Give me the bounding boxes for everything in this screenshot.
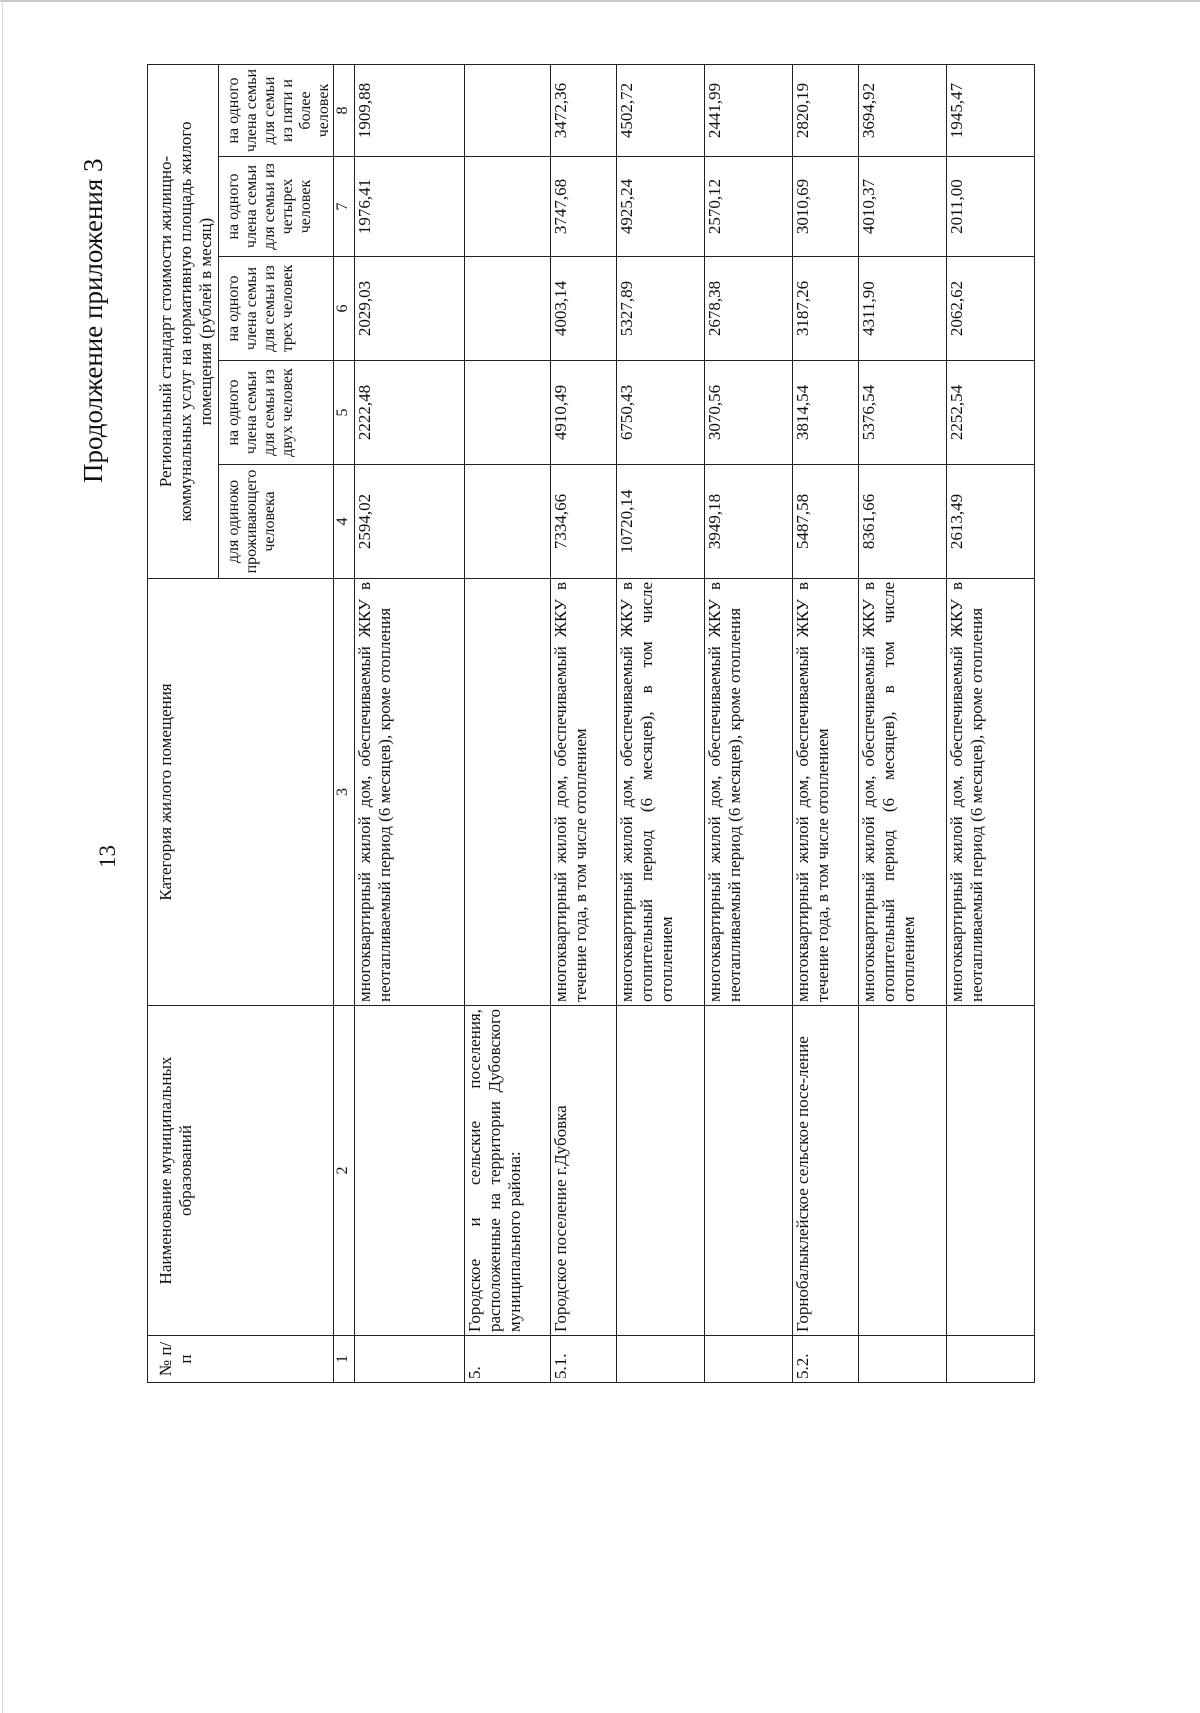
value-four: 1976,41	[355, 157, 465, 257]
value-single: 2613,49	[947, 465, 1035, 579]
row-num	[859, 1336, 947, 1383]
value-three: 3187,26	[793, 257, 859, 361]
value-four: 2011,00	[947, 157, 1035, 257]
annex-title: Продолжение приложения 3	[78, 158, 108, 483]
value-single: 2594,02	[355, 465, 465, 579]
value-two: 2252,54	[947, 361, 1035, 465]
header-col-5: на одного члена семьи для семьи из двух человек	[219, 361, 334, 465]
value-two: 6750,43	[617, 361, 705, 465]
value-three: 5327,89	[617, 257, 705, 361]
row-num	[355, 1336, 465, 1383]
value-five-plus: 2820,19	[793, 65, 859, 157]
col-number: 6	[334, 257, 355, 361]
row-num	[617, 1336, 705, 1383]
row-municipality	[859, 1006, 947, 1336]
col-number: 3	[334, 579, 355, 1006]
row-category: многоквартирный жилой дом, обеспечиваемый ЖКУ в отопительный период (6 месяцев), в том числе отоплением	[859, 579, 947, 1006]
row-municipality	[705, 1006, 793, 1336]
column-number-row	[334, 65, 355, 1383]
row-category	[465, 579, 551, 1006]
value-two	[465, 361, 551, 465]
table-row	[465, 65, 551, 1383]
value-five-plus	[465, 65, 551, 157]
row-municipality: Горнобалыклейское сельское посе-ление	[793, 1006, 859, 1336]
row-num: 5.2.	[793, 1336, 859, 1383]
row-municipality	[355, 1006, 465, 1336]
value-single	[465, 465, 551, 579]
table-row	[617, 65, 705, 1383]
page-number: 13	[95, 845, 120, 868]
value-three: 4311,90	[859, 257, 947, 361]
value-three: 4003,14	[551, 257, 617, 361]
row-category: многоквартирный жилой дом, обеспечиваемый ЖКУ в отопительный период (6 месяцев), в том числе отоплением	[617, 579, 705, 1006]
value-two: 5376,54	[859, 361, 947, 465]
header-num: № п/п	[148, 1336, 334, 1383]
value-five-plus: 3694,92	[859, 65, 947, 157]
row-municipality: Городское поселение г.Дубовка	[551, 1006, 617, 1336]
value-five-plus: 4502,72	[617, 65, 705, 157]
value-three: 2678,38	[705, 257, 793, 361]
col-number: 5	[334, 361, 355, 465]
header-category: Категория жилого помещения	[148, 579, 334, 1006]
header-col-4: для одиноко проживающего человека	[219, 465, 334, 579]
value-four: 4010,37	[859, 157, 947, 257]
row-category: многоквартирный жилой дом, обеспечиваемый ЖКУ в неотапливаемый период (6 месяцев), кроме отопления	[355, 579, 465, 1006]
header-col-6: на одного члена семьи для семьи из трех человек	[219, 257, 334, 361]
header-col-8: на одного члена семьи для семьи из пяти и более человек	[219, 65, 334, 157]
header-row-1	[148, 65, 219, 1383]
row-num	[947, 1336, 1035, 1383]
value-two: 4910,49	[551, 361, 617, 465]
value-single: 7334,66	[551, 465, 617, 579]
value-two: 3814,54	[793, 361, 859, 465]
col-number: 2	[334, 1006, 355, 1336]
col-number: 8	[334, 65, 355, 157]
value-single: 10720,14	[617, 465, 705, 579]
housing-standard-table	[147, 64, 1035, 1383]
row-category: многоквартирный жилой дом, обеспечиваемый ЖКУ в течение года, в том числе отоплением	[793, 579, 859, 1006]
value-four: 4925,24	[617, 157, 705, 257]
value-three: 2062,62	[947, 257, 1035, 361]
value-two: 2222,48	[355, 361, 465, 465]
table-row	[859, 65, 947, 1383]
value-five-plus: 3472,36	[551, 65, 617, 157]
value-four: 3010,69	[793, 157, 859, 257]
value-five-plus: 2441,99	[705, 65, 793, 157]
table-row	[705, 65, 793, 1383]
value-single: 3949,18	[705, 465, 793, 579]
value-single: 8361,66	[859, 465, 947, 579]
row-municipality: Городское и сельские поселения, расположенные на территории Дубовского муниципального района:	[465, 1006, 551, 1336]
value-five-plus: 1945,47	[947, 65, 1035, 157]
value-four: 3747,68	[551, 157, 617, 257]
row-municipality	[947, 1006, 1035, 1336]
col-number: 4	[334, 465, 355, 579]
col-number: 1	[334, 1336, 355, 1383]
header-standard-group: Региональный стандарт стоимости жилищно-коммунальных услуг на нормативную площадь жилого помещения (рублей в месяц)	[148, 65, 219, 579]
value-four: 2570,12	[705, 157, 793, 257]
value-three: 2029,03	[355, 257, 465, 361]
row-category: многоквартирный жилой дом, обеспечиваемый ЖКУ в неотапливаемый период (6 месяцев), кроме отопления	[705, 579, 793, 1006]
value-two: 3070,56	[705, 361, 793, 465]
value-four	[465, 157, 551, 257]
header-col-7: на одного члена семьи для семьи из четырех человек	[219, 157, 334, 257]
col-number: 7	[334, 157, 355, 257]
row-category: многоквартирный жилой дом, обеспечиваемый ЖКУ в течение года, в том числе отоплением	[551, 579, 617, 1006]
table-row	[947, 65, 1035, 1383]
row-num: 5.1.	[551, 1336, 617, 1383]
row-municipality	[617, 1006, 705, 1336]
value-single: 5487,58	[793, 465, 859, 579]
table-row	[355, 65, 465, 1383]
value-five-plus: 1909,88	[355, 65, 465, 157]
row-category: многоквартирный жилой дом, обеспечиваемый ЖКУ в неотапливаемый период (6 месяцев), кроме отопления	[947, 579, 1035, 1006]
table-row	[551, 65, 617, 1383]
row-num	[705, 1336, 793, 1383]
value-three	[465, 257, 551, 361]
header-name: Наименование муниципальных образований	[148, 1006, 334, 1336]
table-row	[793, 65, 859, 1383]
row-num: 5.	[465, 1336, 551, 1383]
